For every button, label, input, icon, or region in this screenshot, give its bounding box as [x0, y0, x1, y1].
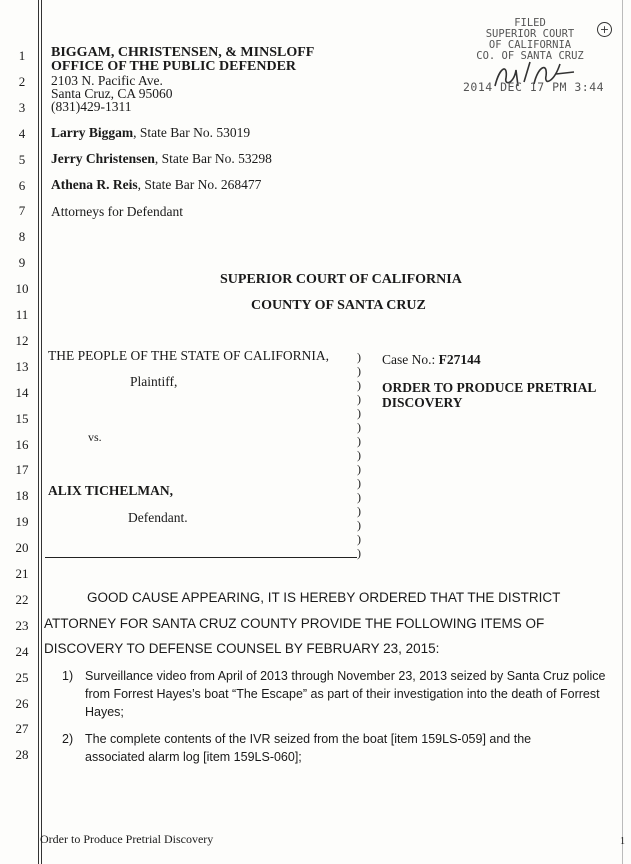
line-number: 23 [15, 617, 29, 633]
line-number: 14 [15, 384, 29, 400]
document-title-line-1: ORDER TO PRODUCE PRETRIAL [382, 380, 597, 395]
caption-underline [45, 557, 357, 558]
caption-paren: ) [357, 406, 361, 420]
caption-paren: ) [357, 546, 361, 560]
caption-paren: ) [357, 532, 361, 546]
list-item-text: The complete contents of the IVR seized from the boat [item 159LS-059] and the associated alarm log [item 159LS-060]; [85, 732, 532, 764]
attorney-1-name: Larry Biggam [51, 125, 134, 140]
line-number: 11 [15, 307, 29, 322]
list-item-text: Surveillance video from April of 2013 through November 23, 2013 seized by Santa Cruz police from Forrest Hayes’s boat “The Escape” as part of their investigation into the death of Forrest Hayes; [85, 669, 606, 719]
line-number: 18 [15, 488, 29, 504]
line-number: 9 [18, 255, 26, 271]
caption-paren: ) [357, 364, 361, 378]
caption-paren: ) [357, 392, 361, 406]
case-label: Case No.: [382, 352, 439, 367]
footer-title: Order to Produce Pretrial Discovery [40, 832, 214, 846]
attorney-3-bar: , State Bar No. 268477 [137, 177, 262, 192]
line-number: 7 [18, 203, 26, 219]
caption-paren: ) [357, 350, 361, 364]
address-line-1: 2103 N. Pacific Ave. [51, 73, 163, 88]
stamp-line-1: FILED [514, 17, 546, 29]
case-number-value: F27144 [438, 352, 481, 367]
list-item [62, 730, 622, 770]
line-number: 26 [15, 695, 29, 711]
line-number: 12 [15, 332, 29, 348]
line-number: 4 [18, 125, 26, 141]
margin-rule-left-outer [38, 0, 39, 864]
line-number: 15 [15, 410, 29, 426]
defendant-role: Defendant. [128, 510, 188, 525]
line-number: 21 [15, 566, 29, 581]
order-line-3: DISCOVERY TO DEFENSE COUNSEL BY FEBRUARY 23, 2015: [44, 641, 440, 656]
office-name: OFFICE OF THE PUBLIC DEFENDER [51, 59, 297, 74]
stamp-line-3: OF CALIFORNIA [488, 39, 572, 51]
attorney-1-bar: , State Bar No. 53019 [133, 125, 251, 140]
attorney-1 [51, 125, 250, 141]
caption-paren: ) [357, 462, 361, 476]
caption-paren: ) [357, 448, 361, 462]
line-number: 13 [15, 358, 29, 374]
line-number: 25 [15, 669, 29, 685]
versus: vs. [88, 430, 102, 444]
line-number: 6 [18, 177, 26, 193]
margin-rule-right [622, 0, 623, 864]
stamp-line-4: CO. OF SANTA CRUZ [476, 50, 584, 62]
line-number: 3 [18, 99, 26, 115]
line-number: 16 [15, 436, 29, 452]
firm-name: BIGGAM, CHRISTENSEN, & MINSLOFF [51, 45, 315, 60]
line-number: 1 [18, 48, 26, 63]
defendant-party: ALIX TICHELMAN, [48, 483, 174, 498]
order-line-2: ATTORNEY FOR SANTA CRUZ COUNTY PROVIDE THE FOLLOWING ITEMS OF [44, 616, 545, 631]
margin-rule-left-inner [41, 0, 42, 864]
caption-paren: ) [357, 378, 361, 392]
attorney-2 [51, 151, 272, 167]
address-line-2: Santa Cruz, CA 95060 [51, 86, 173, 101]
line-number: 22 [15, 591, 29, 607]
list-item [62, 667, 622, 727]
caption-paren: ) [357, 518, 361, 532]
attorney-3 [51, 177, 261, 193]
line-number: 5 [18, 151, 26, 167]
line-number: 19 [15, 514, 29, 530]
plaintiff-party: THE PEOPLE OF THE STATE OF CALIFORNIA, [48, 348, 330, 363]
page-number: 1 [620, 836, 625, 847]
caption-paren: ) [357, 476, 361, 490]
court-name: SUPERIOR COURT OF CALIFORNIA [220, 272, 462, 287]
list-item-number: 1) [62, 669, 74, 683]
line-number: 2 [18, 73, 26, 89]
line-number: 8 [18, 229, 26, 245]
line-number: 17 [15, 462, 29, 478]
line-number: 20 [15, 540, 29, 556]
caption-paren: ) [357, 504, 361, 518]
phone-number: (831)429-1311 [51, 99, 132, 114]
court-county: COUNTY OF SANTA CRUZ [251, 298, 426, 313]
order-line-1: GOOD CAUSE APPEARING, IT IS HEREBY ORDERED THAT THE DISTRICT [87, 590, 561, 605]
attorney-3-name: Athena R. Reis [51, 177, 138, 192]
attorneys-for: Attorneys for Defendant [51, 204, 183, 219]
line-number: 27 [15, 721, 29, 737]
caption-paren: ) [357, 434, 361, 448]
line-number: 28 [15, 747, 29, 763]
attorney-2-name: Jerry Christensen [51, 151, 155, 166]
line-number: 10 [15, 281, 29, 297]
line-number: 24 [15, 643, 29, 659]
stamp-datetime: 2014 DEC 17 PM 3:44 [463, 80, 605, 94]
document-title-line-2: DISCOVERY [382, 395, 463, 410]
list-item-number: 2) [62, 732, 74, 746]
plus-seal-icon: + [597, 22, 612, 37]
stamp-line-2: SUPERIOR COURT [485, 28, 575, 40]
case-number [382, 352, 481, 368]
plaintiff-role: Plaintiff, [130, 374, 178, 389]
attorney-2-bar: , State Bar No. 53298 [154, 151, 272, 166]
caption-paren: ) [357, 420, 361, 434]
caption-paren: ) [357, 490, 361, 504]
